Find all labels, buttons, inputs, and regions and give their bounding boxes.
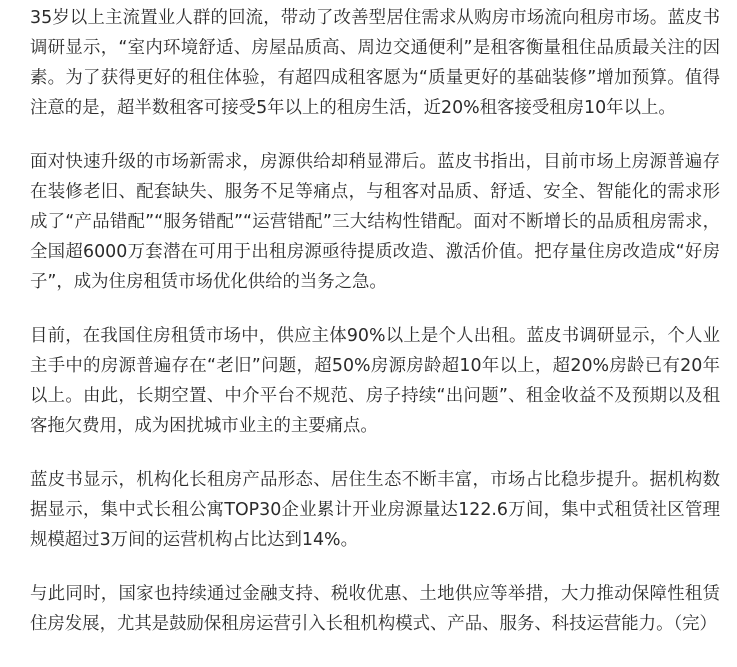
paragraph-5: 与此同时，国家也持续通过金融支持、税收优惠、土地供应等举措，大力推动保障性租赁住房发展，尤其是鼓励保租房运营引入长租机构模式、产品、服务、科技运营能力。（完）	[30, 584, 720, 634]
paragraph-4: 蓝皮书显示，机构化长租房产品形态、居住生态不断丰富，市场占比稳步提升。据机构数据显示，集中式长租公寓TOP30企业累计开业房源量达122.6万间，集中式租赁社区管理规模超过3万间的运营机构占比达到14%。	[30, 470, 720, 550]
article-body	[30, 3, 720, 639]
paragraph-2: 面对快速升级的市场新需求，房源供给却稍显滞后。蓝皮书指出，目前市场上房源普遍存在装修老旧、配套缺失、服务不足等痛点，与租客对品质、舒适、安全、智能化的需求形成了“产品错配”“服务错配”“运营错配”三大结构性错配。面对不断增长的品质租房需求，全国超6000万套潜在可用于出租房源亟待提质改造、激活价值。把存量住房改造成“好房子”，成为住房租赁市场优化供给的当务之急。	[30, 152, 720, 292]
paragraph-3: 目前，在我国住房租赁市场中，供应主体90%以上是个人出租。蓝皮书调研显示，个人业主手中的房源普遍存在“老旧”问题，超50%房源房龄超10年以上，超20%房龄已有20年以上。由此，长期空置、中介平台不规范、房子持续“出问题”、租金收益不及预期以及租客拖欠费用，成为困扰城市业主的主要痛点。	[30, 326, 720, 436]
paragraph-1: 35岁以上主流置业人群的回流，带动了改善型居住需求从购房市场流向租房市场。蓝皮书调研显示，“室内环境舒适、房屋品质高、周边交通便利”是租客衡量租住品质最关注的因素。为了获得更好的租住体验，有超四成租客愿为“质量更好的基础装修”增加预算。值得注意的是，超半数租客可接受5年以上的租房生活，近20%租客接受租房10年以上。	[30, 8, 720, 118]
